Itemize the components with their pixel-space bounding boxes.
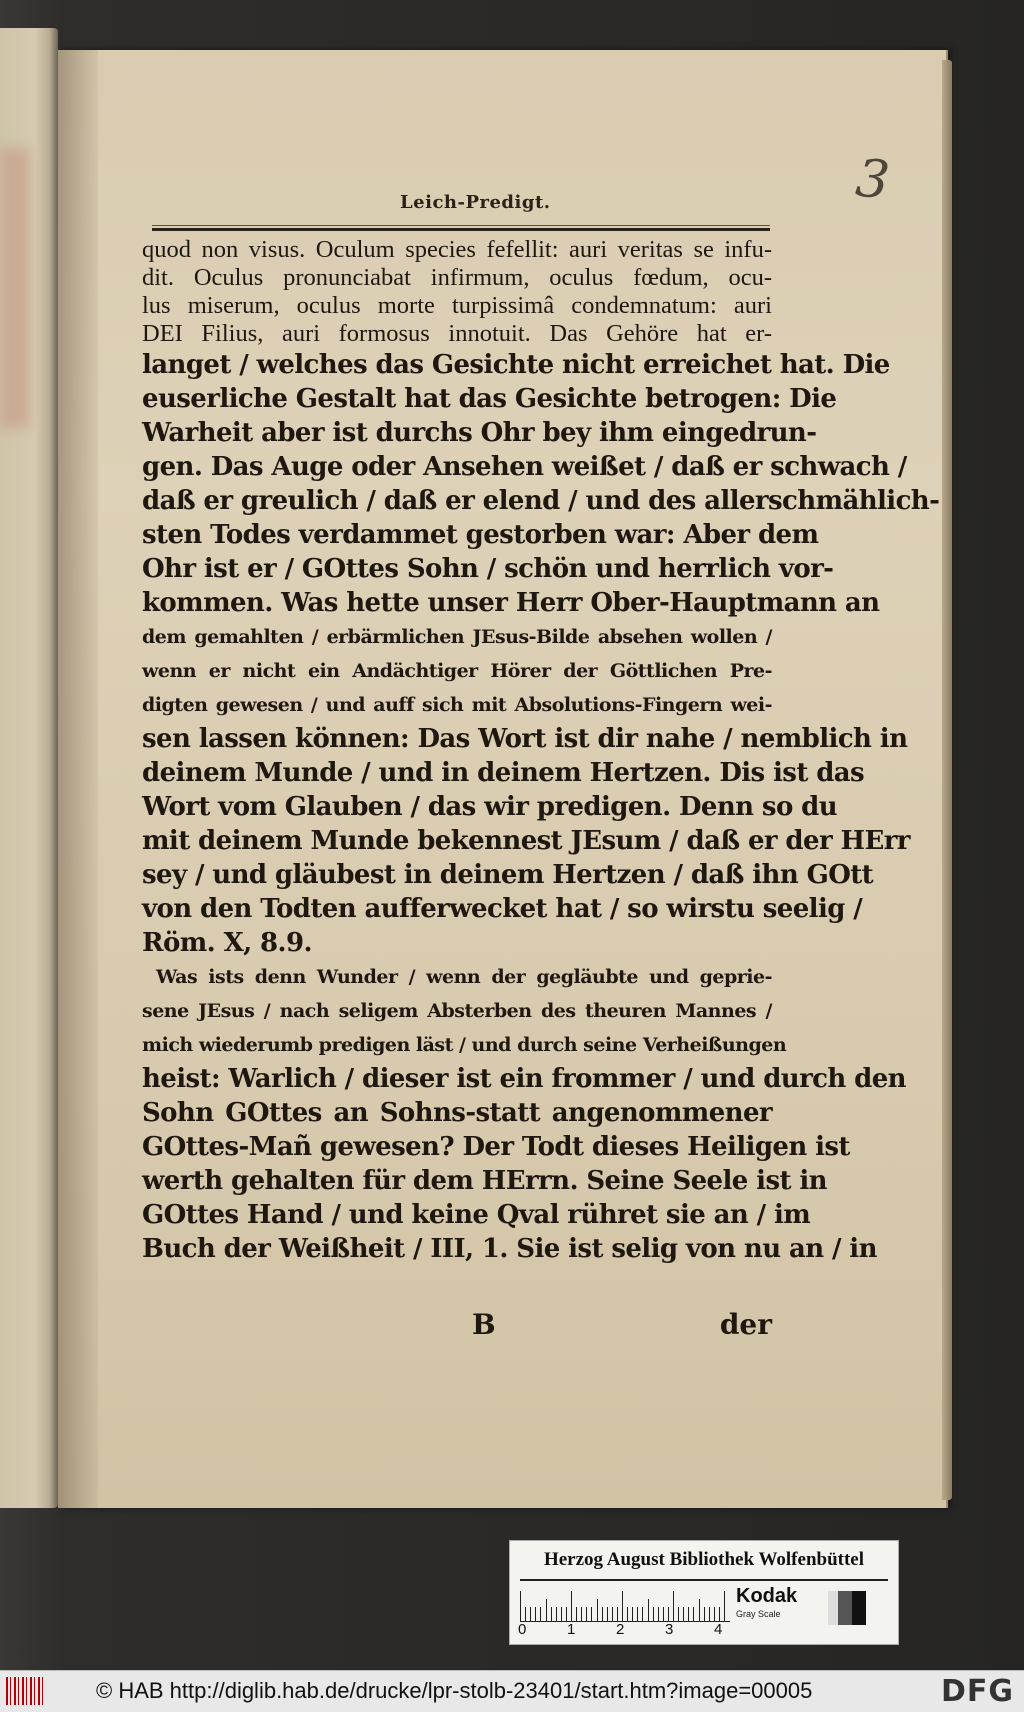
gray-scale-caption: Gray Scale xyxy=(736,1609,781,1619)
text-line: Wort vom Glauben / das wir predigen. Denn so du xyxy=(142,792,838,822)
ruler-tick xyxy=(673,1591,674,1621)
scale-number: 2 xyxy=(616,1621,625,1638)
text-line: mich wiederumb predigen läst / und durch seine Verheißungen xyxy=(142,1034,787,1056)
text-line: gen. Das Auge oder Ansehen weißet / daß er schwach / xyxy=(142,452,907,482)
scale-number: 1 xyxy=(567,1621,576,1638)
ruler-tick xyxy=(540,1607,541,1621)
ruler-tick xyxy=(556,1607,557,1621)
text-line: Röm. X, 8.9. xyxy=(142,928,312,958)
text-line: langet / welches das Gesichte nicht erreichet hat. Die xyxy=(142,350,890,380)
ruler-tick xyxy=(658,1607,659,1621)
library-label xyxy=(509,1540,899,1645)
ruler-tick xyxy=(602,1607,603,1621)
text-line: Sohn GOttes an Sohns-statt angenommener xyxy=(142,1098,772,1128)
text-line: wenn er nicht ein Andächtiger Hörer der Göttlichen Pre- xyxy=(142,660,772,682)
ruler-tick xyxy=(561,1607,562,1621)
ruler-tick xyxy=(612,1607,613,1621)
ruler-tick xyxy=(714,1607,715,1621)
text-line: Was ists denn Wunder / wenn der gegläubte und geprie- xyxy=(156,966,772,988)
signature-mark: B xyxy=(472,1308,496,1341)
text-line: von den Todten aufferwecket hat / so wirstu seelig / xyxy=(142,894,863,924)
text-line: sene JEsus / nach seligem Absterben des theuren Mannes / xyxy=(142,1000,772,1022)
text-line: GOttes Hand / und keine Qval rühret sie an / im xyxy=(142,1200,811,1230)
footer-bar xyxy=(0,1670,1024,1712)
hab-logo-icon xyxy=(6,1677,46,1705)
page-edge xyxy=(942,60,952,1500)
ruler-scale xyxy=(520,1585,730,1622)
ruler-tick xyxy=(637,1607,638,1621)
ruler-tick xyxy=(581,1607,582,1621)
ruler-tick xyxy=(724,1591,725,1621)
ruler-tick xyxy=(663,1607,664,1621)
text-line: sen lassen können: Das Wort ist dir nahe / nemblich in xyxy=(142,724,908,754)
label-title: Herzog August Bibliothek Wolfenbüttel xyxy=(543,1549,865,1570)
text-line: sey / und gläubest in deinem Hertzen / daß ihn GOtt xyxy=(142,860,874,890)
label-rule xyxy=(520,1579,888,1581)
text-line: heist: Warlich / dieser ist ein frommer / und durch den xyxy=(142,1064,906,1094)
facing-page-edge xyxy=(0,28,58,1508)
gray-swatch xyxy=(852,1591,866,1625)
text-line: dem gemahlten / erbärmlichen JEsus-Bilde absehen wollen / xyxy=(142,626,772,648)
ruler-tick xyxy=(546,1599,547,1621)
text-line: Warheit aber ist durchs Ohr bey ihm eingedrun- xyxy=(142,418,817,448)
text-line: Buch der Weißheit / III, 1. Sie ist selig von nu an / in xyxy=(142,1234,877,1264)
ruler-tick xyxy=(688,1607,689,1621)
ruler-tick xyxy=(551,1607,552,1621)
ruler-tick xyxy=(627,1607,628,1621)
ruler-tick xyxy=(525,1607,526,1621)
text-line: quod non visus. Oculum species fefellit: auri veritas se infu- xyxy=(142,236,772,263)
ruler-tick xyxy=(520,1591,521,1621)
ruler-tick xyxy=(709,1607,710,1621)
ruler-tick xyxy=(607,1607,608,1621)
ruler-tick xyxy=(653,1607,654,1621)
kodak-logo: Kodak xyxy=(736,1585,798,1607)
gray-swatch xyxy=(828,1591,838,1625)
text-line: daß er greulich / daß er elend / und des allerschmählich- xyxy=(142,486,940,516)
ruler-tick xyxy=(597,1599,598,1621)
ruler-tick xyxy=(622,1591,623,1621)
text-line: dit. Oculus pronunciabat infirmum, oculus fœdum, ocu- xyxy=(142,264,772,291)
ruler-tick xyxy=(668,1607,669,1621)
text-line: werth gehalten für dem HErrn. Seine Seele ist in xyxy=(142,1166,827,1196)
text-line: sten Todes verdammet gestorben war: Aber dem xyxy=(142,520,819,550)
ruler-tick xyxy=(591,1607,592,1621)
text-line: deinem Munde / und in deinem Hertzen. Dis ist das xyxy=(142,758,865,788)
text-line: lus miserum, oculus morte turpissimâ condemnatum: auri xyxy=(142,292,772,319)
ruler-tick xyxy=(678,1607,679,1621)
body-text xyxy=(142,236,940,1266)
ruler-tick xyxy=(699,1599,700,1621)
ruler-tick xyxy=(617,1607,618,1621)
ruler-tick xyxy=(632,1607,633,1621)
page-stain xyxy=(0,148,30,428)
scale-number: 4 xyxy=(714,1621,723,1638)
text-line: mit deinem Munde bekennest JEsum / daß er der HErr xyxy=(142,826,910,856)
copyright-link[interactable]: © HAB http://diglib.hab.de/drucke/lpr-stolb-23401/start.htm?image=00005 xyxy=(96,1678,813,1703)
ruler-tick xyxy=(535,1607,536,1621)
ruler-tick xyxy=(648,1599,649,1621)
ruler-tick xyxy=(530,1607,531,1621)
page-gutter-shadow xyxy=(58,50,98,1508)
text-line: Ohr ist er / GOttes Sohn / schön und herrlich vor- xyxy=(142,554,834,584)
text-line: digten gewesen / und auff sich mit Absolutions-Fingern wei- xyxy=(142,694,772,716)
head-rule xyxy=(152,228,770,231)
text-line: kommen. Was hette unser Herr Ober-Hauptmann an xyxy=(142,588,880,618)
catchword: der xyxy=(719,1308,772,1341)
ruler-tick xyxy=(642,1607,643,1621)
ruler-tick xyxy=(683,1607,684,1621)
text-line: GOttes-Mañ gewesen? Der Todt dieses Heiligen ist xyxy=(142,1132,850,1162)
dfg-logo: DFG xyxy=(940,1674,1014,1709)
scale-number: 0 xyxy=(518,1621,527,1638)
ruler-tick xyxy=(704,1607,705,1621)
ruler-tick xyxy=(586,1607,587,1621)
ruler-tick xyxy=(576,1607,577,1621)
ruler-tick xyxy=(571,1591,572,1621)
text-line: DEI Filius, auri formosus innotuit. Das Gehöre hat er- xyxy=(142,320,772,347)
text-line: euserliche Gestalt hat das Gesichte betrogen: Die xyxy=(142,384,837,414)
scale-number: 3 xyxy=(665,1621,674,1638)
running-head: Leich-Predigt. xyxy=(400,192,551,213)
pencil-page-number: 3 xyxy=(852,148,894,212)
ruler-tick xyxy=(566,1607,567,1621)
gray-swatch xyxy=(838,1591,852,1625)
ruler-tick xyxy=(693,1607,694,1621)
ruler-tick xyxy=(719,1607,720,1621)
